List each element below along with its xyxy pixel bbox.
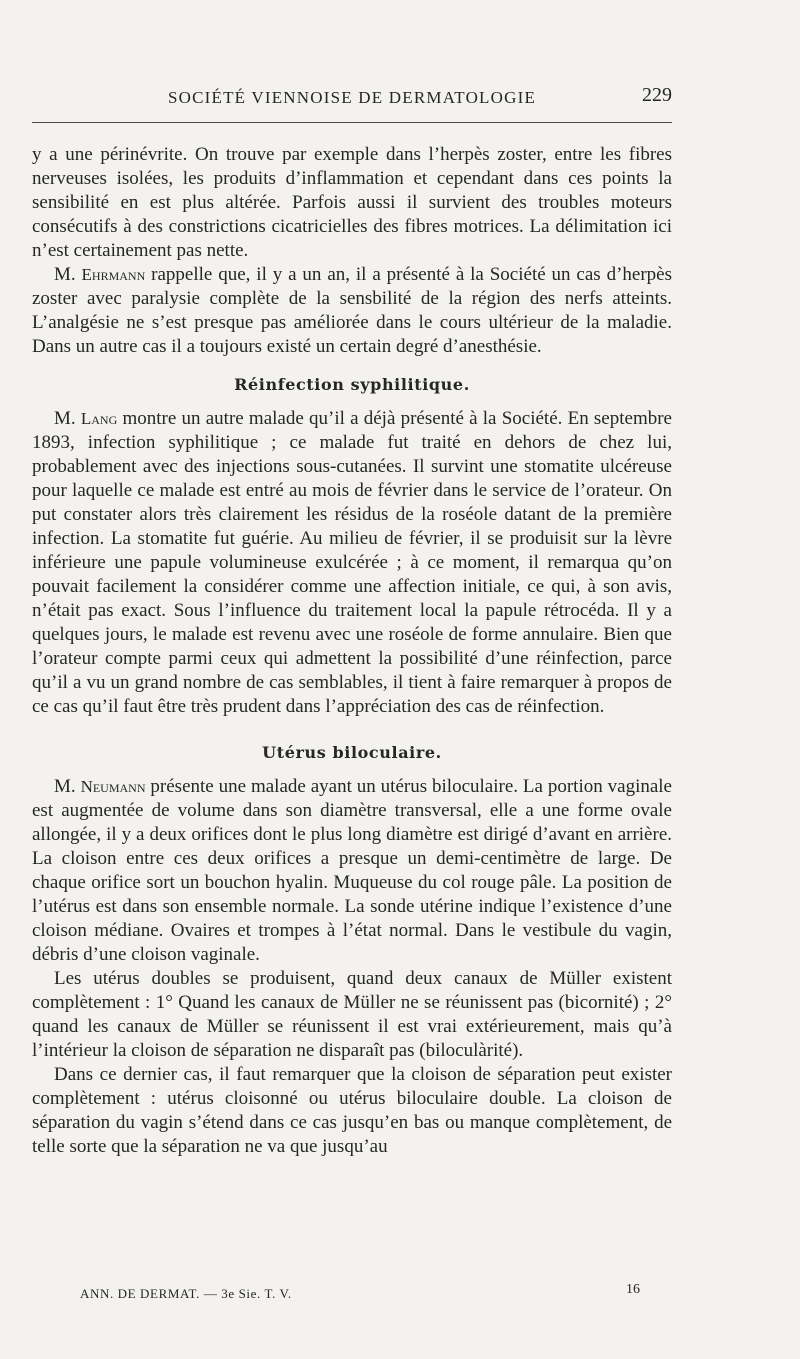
paragraph-uterus-doubles: Les utérus doubles se produisent, quand deux canaux de Müller existent complètement : 1° Quand les canaux de Müller ne se réunissent pas (bicornité) ; 2° quand les canaux de Müller se réunissent il est vrai extérieurement, mais qu’à l’intérieur la cloison de séparation ne disparaît pas (biloculàrité). — [32, 968, 672, 1061]
header-rule — [32, 122, 672, 123]
section-heading: Réinfection syphilitique. — [234, 375, 470, 394]
paragraph-ehrmann — [32, 263, 672, 359]
signature-mark: 16 — [626, 1282, 640, 1297]
page-number: 229 — [642, 84, 672, 106]
body-text — [32, 143, 672, 1159]
paragraph-lang — [32, 407, 672, 719]
paragraph-text: présente une malade ayant un utérus biloculaire. La portion vaginale est augmentée de volume dans son diamètre transversal, elle a une forme ovale allongée, il y a deux orifices dont le plus long diamètre est dirigé d’avant en arrière. La cloison entre ces deux orifices a presque un demi-centimètre de large. De chaque orifice sort un bouchon hyalin. Muqueuse du col rouge pâle. La position de l’utérus est dans son ensemble normale. La sonde utérine indique l’existence d’une cloison médiane. Ovaires et trompes à l’état normal. Dans le vestibule du vagin, débris d’une cloison vaginale. — [32, 776, 672, 965]
speaker-prefix: M. — [54, 776, 81, 797]
paragraph-text: rappelle que, il y a un an, il a présenté à la Société un cas d’herpès zoster avec paralysie complète de la sensbilité de la région des nerfs atteints. L’analgésie ne s’est presque pas améliorée dans le cours ultérieur de la maladie. Dans un autre cas il a toujours existé un certain degré d’anesthésie. — [32, 264, 672, 357]
paragraph-text: montre un autre malade qu’il a déjà présenté à la Société. En septembre 1893, infection syphilitique ; ce malade fut traité en dehors de chez lui, probablement avec des injections sous-cutanées. Il survint une stomatite ulcéreuse pour laquelle ce malade est entré au mois de février dans le service de l’orateur. On put constater alors très clairement les résidus de la roséole datant de la première infection. La stomatite fut guérie. Au milieu de février, il se produisit sur la lèvre inférieure une papule volumineuse exulcérée ; à ce moment, il remarqua qu’on pouvait facilement la considérer comme une affection initiale, ce qui, à son avis, n’était pas exact. Sous l’influence du traitement local la papule rétrocéda. Il y a quelques jours, le malade est revenu avec une roséole de forme annulaire. Bien que l’orateur compte parmi ceux qui admettent la possibilité d’une réinfection, parce qu’il a vu un grand nombre de cas semblables, il tient à faire remarquer à propos de ce cas qu’il faut être très prudent dans l’appréciation des cas de réinfection. — [32, 408, 672, 717]
running-head — [32, 84, 672, 114]
journal-reference: ANN. DE DERMAT. — 3e Sie. T. V. — [80, 1286, 292, 1301]
speaker-name: Lang — [80, 409, 118, 428]
speaker-prefix: M. — [54, 264, 82, 285]
speaker-prefix: M. — [54, 408, 81, 429]
paragraph-dernier-cas: Dans ce dernier cas, il faut remarquer que la cloison de séparation peut exister complètement : utérus cloisonné ou utérus biloculaire double. La cloison de séparation du vagin s’étend dans ce cas jusqu’en bas ou manque complètement, de telle sorte que la séparation ne va que jusqu’au — [32, 1064, 672, 1157]
speaker-name: Neumann — [80, 777, 146, 796]
section-heading: Utérus biloculaire. — [262, 743, 442, 762]
running-title: SOCIÉTÉ VIENNOISE DE DERMATOLOGIE — [167, 88, 537, 107]
paragraph-neumann — [32, 775, 672, 967]
paragraph-continuation: y a une périnévrite. On trouve par exemple dans l’herpès zoster, entre les fibres nerveuses isolées, les produits d’inflammation et cependant dans ces points la sensibilité en est plus altérée. Parfois aussi il survient des troubles moteurs consécutifs à des constrictions cicatricielles des fibres motrices. La délimitation ici n’est certainement pas nette. — [32, 144, 672, 261]
speaker-name: Ehrmann — [81, 265, 146, 284]
